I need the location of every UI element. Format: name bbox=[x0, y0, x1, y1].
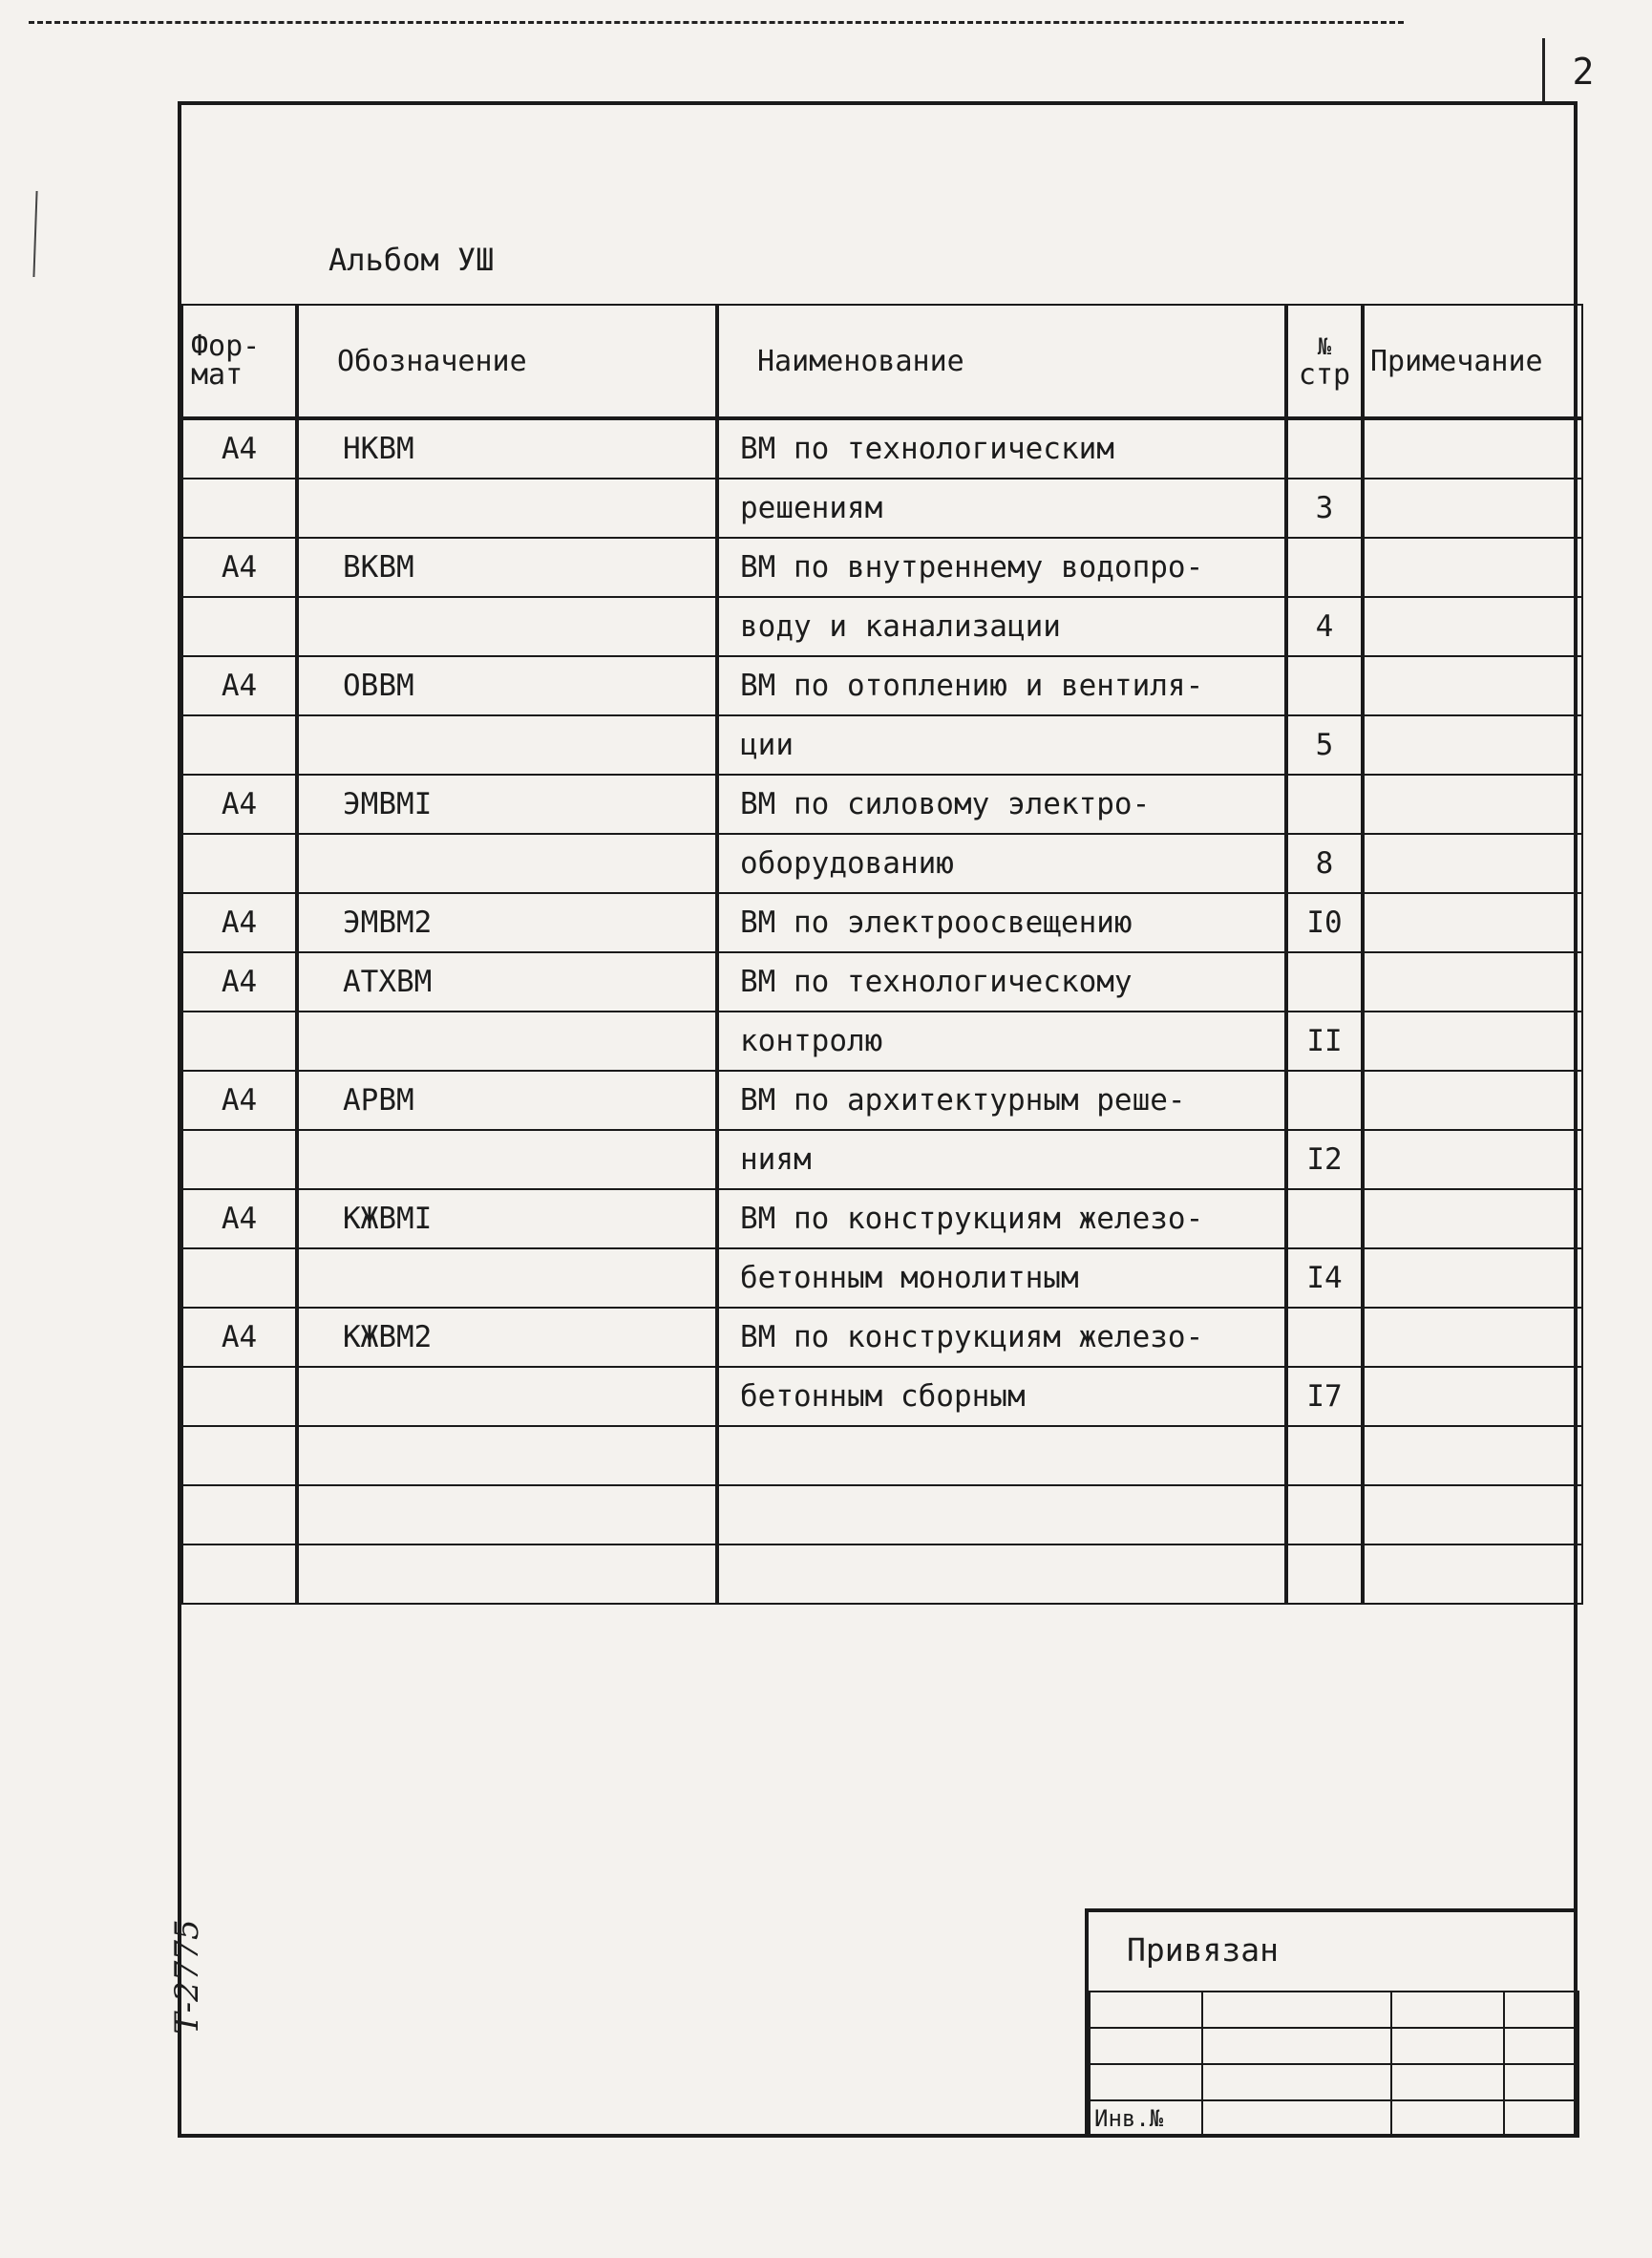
table-row bbox=[182, 1012, 1582, 1071]
note-cell bbox=[1363, 1248, 1582, 1308]
designation-cell bbox=[297, 1367, 717, 1426]
format-cell: А4 bbox=[182, 952, 297, 1012]
designation-cell bbox=[297, 1485, 717, 1544]
name-cell: ВМ по отоплению и вентиля- bbox=[717, 656, 1286, 715]
designation-cell: КЖВМI bbox=[297, 1189, 717, 1248]
header-row bbox=[182, 305, 1582, 418]
format-cell: А4 bbox=[182, 775, 297, 834]
header-page-line1: № bbox=[1317, 333, 1332, 360]
format-cell bbox=[182, 1426, 297, 1485]
designation-cell bbox=[297, 1544, 717, 1604]
note-cell bbox=[1363, 1189, 1582, 1248]
header-name: Наименование bbox=[717, 305, 1286, 418]
note-cell bbox=[1363, 1544, 1582, 1604]
spec-table-wrap bbox=[181, 304, 1581, 1605]
header-format-line2: мат bbox=[191, 358, 244, 392]
page-cell: II bbox=[1286, 1012, 1363, 1071]
header-page-line2: стр bbox=[1298, 358, 1351, 392]
page-cell: 3 bbox=[1286, 479, 1363, 538]
table-row bbox=[182, 1367, 1582, 1426]
table-row bbox=[182, 597, 1582, 656]
format-cell: А4 bbox=[182, 656, 297, 715]
header-format-line1: Фор- bbox=[191, 330, 261, 363]
page-cell: I7 bbox=[1286, 1367, 1363, 1426]
page-cell bbox=[1286, 1544, 1363, 1604]
table-row bbox=[182, 1426, 1582, 1485]
header-format bbox=[182, 305, 297, 418]
format-cell: А4 bbox=[182, 538, 297, 597]
note-cell bbox=[1363, 418, 1582, 479]
page-cell: I0 bbox=[1286, 893, 1363, 952]
table-row bbox=[182, 656, 1582, 715]
note-cell bbox=[1363, 715, 1582, 775]
table-row bbox=[182, 1485, 1582, 1544]
name-cell: ВМ по технологическому bbox=[717, 952, 1286, 1012]
page-cell bbox=[1286, 1426, 1363, 1485]
format-cell bbox=[182, 1012, 297, 1071]
designation-cell: ОВВМ bbox=[297, 656, 717, 715]
table-row bbox=[182, 418, 1582, 479]
name-cell: бетонным монолитным bbox=[717, 1248, 1286, 1308]
note-cell bbox=[1363, 538, 1582, 597]
name-cell: ВМ по электроосвещению bbox=[717, 893, 1286, 952]
name-cell: бетонным сборным bbox=[717, 1367, 1286, 1426]
designation-cell bbox=[297, 1248, 717, 1308]
page-cell bbox=[1286, 538, 1363, 597]
table-row bbox=[182, 775, 1582, 834]
header-designation: Обозначение bbox=[297, 305, 717, 418]
album-title: Альбом УШ bbox=[328, 242, 495, 278]
note-cell bbox=[1363, 1071, 1582, 1130]
table-row bbox=[182, 1248, 1582, 1308]
page-cell: I4 bbox=[1286, 1248, 1363, 1308]
page-cell bbox=[1286, 775, 1363, 834]
name-cell: ВМ по архитектурным реше- bbox=[717, 1071, 1286, 1130]
format-cell: А4 bbox=[182, 418, 297, 479]
name-cell: ВМ по технологическим bbox=[717, 418, 1286, 479]
format-cell bbox=[182, 479, 297, 538]
table-row bbox=[182, 479, 1582, 538]
designation-cell bbox=[297, 715, 717, 775]
format-cell bbox=[182, 1367, 297, 1426]
format-cell: А4 bbox=[182, 1189, 297, 1248]
format-cell: А4 bbox=[182, 1308, 297, 1367]
note-cell bbox=[1363, 775, 1582, 834]
binding-stamp bbox=[1085, 1908, 1578, 2138]
format-cell bbox=[182, 715, 297, 775]
spec-rows bbox=[182, 418, 1582, 1604]
header-note: Примечание bbox=[1363, 305, 1582, 418]
format-cell bbox=[182, 1248, 297, 1308]
table-row bbox=[182, 1189, 1582, 1248]
margin-mark bbox=[32, 191, 37, 277]
designation-cell: НКВМ bbox=[297, 418, 717, 479]
name-cell: воду и канализации bbox=[717, 597, 1286, 656]
table-row bbox=[182, 893, 1582, 952]
page-cell: 8 bbox=[1286, 834, 1363, 893]
stamp-title: Привязан bbox=[1127, 1931, 1279, 1969]
format-cell bbox=[182, 1130, 297, 1189]
format-cell bbox=[182, 1485, 297, 1544]
page-cell bbox=[1286, 1071, 1363, 1130]
designation-cell bbox=[297, 1130, 717, 1189]
designation-cell: ЭМВМI bbox=[297, 775, 717, 834]
page-cell bbox=[1286, 656, 1363, 715]
page-cell: 4 bbox=[1286, 597, 1363, 656]
name-cell: ВМ по силовому электро- bbox=[717, 775, 1286, 834]
name-cell: решениям bbox=[717, 479, 1286, 538]
name-cell: контролю bbox=[717, 1012, 1286, 1071]
note-cell bbox=[1363, 1485, 1582, 1544]
page-cell: I2 bbox=[1286, 1130, 1363, 1189]
name-cell: оборудованию bbox=[717, 834, 1286, 893]
stamp-grid bbox=[1089, 1991, 1579, 2138]
page-cell bbox=[1286, 1189, 1363, 1248]
format-cell: А4 bbox=[182, 893, 297, 952]
note-cell bbox=[1363, 952, 1582, 1012]
note-cell bbox=[1363, 597, 1582, 656]
note-cell bbox=[1363, 1367, 1582, 1426]
designation-cell: АРВМ bbox=[297, 1071, 717, 1130]
name-cell: ВМ по внутреннему водопро- bbox=[717, 538, 1286, 597]
note-cell bbox=[1363, 479, 1582, 538]
page-number: 2 bbox=[1542, 38, 1621, 105]
header-page bbox=[1286, 305, 1363, 418]
name-cell: ВМ по конструкциям железо- bbox=[717, 1189, 1286, 1248]
top-dashed-rule bbox=[29, 21, 1404, 24]
page-cell bbox=[1286, 1485, 1363, 1544]
designation-cell bbox=[297, 1012, 717, 1071]
note-cell bbox=[1363, 1012, 1582, 1071]
table-row bbox=[182, 538, 1582, 597]
page-cell: 5 bbox=[1286, 715, 1363, 775]
table-row bbox=[182, 1130, 1582, 1189]
designation-cell: АТХВМ bbox=[297, 952, 717, 1012]
table-row bbox=[182, 1308, 1582, 1367]
format-cell bbox=[182, 1544, 297, 1604]
table-row bbox=[182, 1071, 1582, 1130]
designation-cell: ВКВМ bbox=[297, 538, 717, 597]
note-cell bbox=[1363, 1308, 1582, 1367]
designation-cell bbox=[297, 1426, 717, 1485]
name-cell: ции bbox=[717, 715, 1286, 775]
note-cell bbox=[1363, 834, 1582, 893]
name-cell bbox=[717, 1485, 1286, 1544]
name-cell bbox=[717, 1544, 1286, 1604]
page-cell bbox=[1286, 418, 1363, 479]
designation-cell bbox=[297, 597, 717, 656]
format-cell bbox=[182, 597, 297, 656]
spec-table bbox=[181, 304, 1583, 1605]
designation-cell bbox=[297, 834, 717, 893]
table-row bbox=[182, 834, 1582, 893]
designation-cell: КЖВМ2 bbox=[297, 1308, 717, 1367]
note-cell bbox=[1363, 656, 1582, 715]
name-cell: ВМ по конструкциям железо- bbox=[717, 1308, 1286, 1367]
designation-cell: ЭМВМ2 bbox=[297, 893, 717, 952]
designation-cell bbox=[297, 479, 717, 538]
stamp-inv-label: Инв.№ bbox=[1090, 2100, 1202, 2137]
table-row bbox=[182, 952, 1582, 1012]
note-cell bbox=[1363, 1426, 1582, 1485]
side-registration-code: Т-2775 bbox=[168, 1919, 206, 2034]
format-cell: А4 bbox=[182, 1071, 297, 1130]
format-cell bbox=[182, 834, 297, 893]
page-cell bbox=[1286, 952, 1363, 1012]
page-cell bbox=[1286, 1308, 1363, 1367]
name-cell bbox=[717, 1426, 1286, 1485]
table-row bbox=[182, 1544, 1582, 1604]
note-cell bbox=[1363, 1130, 1582, 1189]
note-cell bbox=[1363, 893, 1582, 952]
table-row bbox=[182, 715, 1582, 775]
name-cell: ниям bbox=[717, 1130, 1286, 1189]
